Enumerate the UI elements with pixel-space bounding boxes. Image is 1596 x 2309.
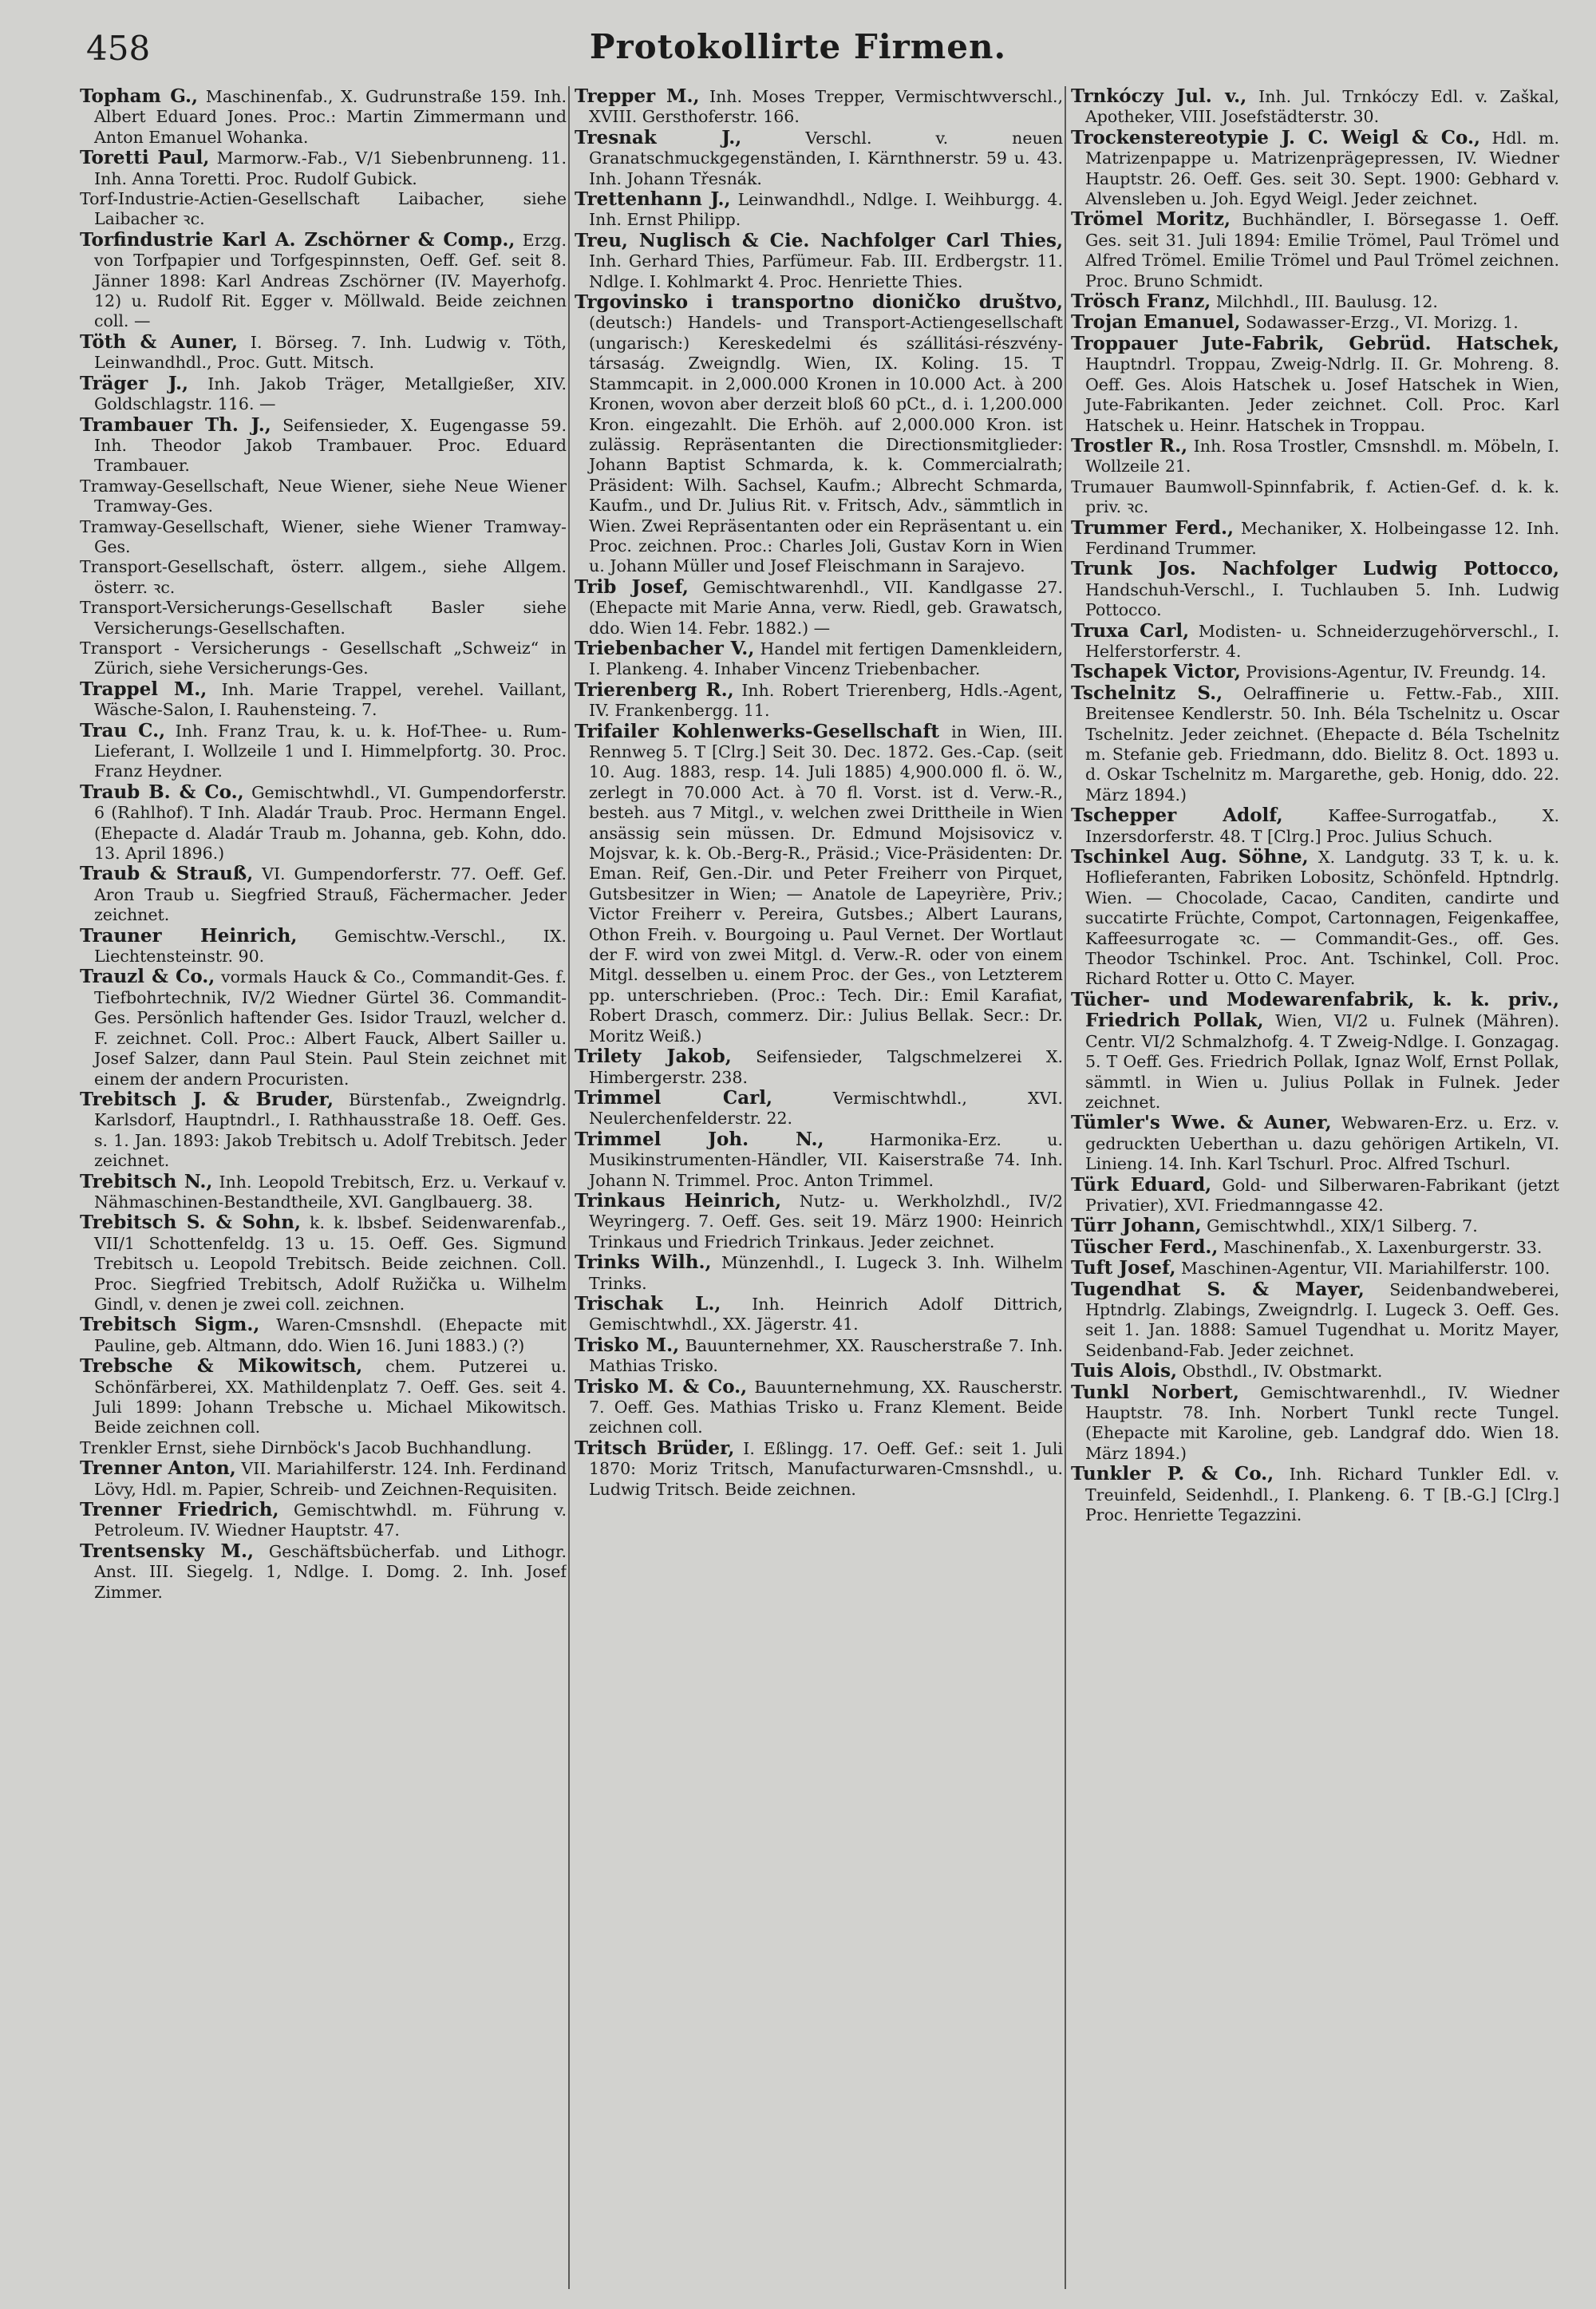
entry-text: Inh. Franz Trau, k. u. k. Hof-Thee- u. Rum-Lieferant, I. Wollzeile 1 und I. Himmelpfortg. 30. Proc. Franz Heydner. [94, 721, 567, 781]
entry-text: Harmonika-Erz. u. Musikinstrumenten-Händler, VII. Kaiserstraße 74. Inh. Johann N. Trimmel. Proc. Anton Trimmel. [589, 1129, 1063, 1190]
entry-text: Kaffee-Surrogatfab., X. Inzersdorferstr. 48. T [Clrg.] Proc. Julius Schuch. [1085, 806, 1559, 846]
entry-text: Bürstenfab., Zweigndrlg. Karlsdorf, Hauptndrl., I. Rathhausstraße 18. Oeff. Ges. s. 1. Jan. 1893: Jakob Trebitsch u. Adolf Trebitsch. Jeder zeichnet. [94, 1089, 567, 1171]
directory-entry [1071, 334, 1559, 436]
entry-text: Münzenhdl., I. Lugeck 3. Inh. Wilhelm Trinks. [589, 1253, 1063, 1293]
entry-text: Tramway-Gesellschaft, Wiener, siehe Wiener Tramway-Ges. [80, 516, 567, 556]
directory-entry [80, 557, 567, 598]
entry-text: Inh. Leopold Trebitsch, Erz. u. Verkauf v. Nähmaschinen-Bestandtheile, XVI. Ganglbauerg. 38. [94, 1172, 567, 1212]
entry-text: Sodawasser-Erzg., VI. Morizg. 1. [1245, 313, 1519, 333]
directory-entry [80, 189, 567, 230]
entry-text: VI. Gumpendorferstr. 77. Oeff. Gef. Aron Traub u. Siegfried Strauß, Fächermacher. Jeder zeichnet. [94, 864, 567, 925]
directory-entry [575, 86, 1063, 128]
directory-entry [575, 680, 1063, 722]
entry-text: Maschinen-Agentur, VII. Mariahilferstr. 100. [1180, 1259, 1551, 1279]
directory-entry [1071, 621, 1559, 662]
entry-text: Gemischtwarenhdl., IV. Wiedner Hauptstr. 78. Inh. Norbert Tunkl recte Tungel. (Ehepacte mit Karoline, geb. Landgraf ddo. Wien 18. März 1894.) [1085, 1382, 1559, 1463]
entry-text: Inh. Richard Tunkler Edl. v. Treuinfeld, Seidenhdl., I. Plankeng. 6. T [B.-G.] [Clrg.] Proc. Henriette Tegazzini. [1085, 1465, 1559, 1525]
entry-text: Provisions-Agentur, IV. Freundg. 14. [1246, 662, 1547, 682]
directory-entry [1071, 477, 1559, 518]
entry-text: Tramway-Gesellschaft, Neue Wiener, siehe Neue Wiener Tramway-Ges. [80, 476, 567, 516]
directory-entry [1071, 1258, 1559, 1279]
entry-text: Webwaren-Erz. u. Erz. v. gedruckten Ueberthan u. dazu gehörigen Artikeln, VI. Linieng. 14. Inh. Karl Tschurl. Proc. Alfred Tschurl. [1085, 1113, 1559, 1174]
directory-entry [575, 1088, 1063, 1129]
entry-text: chem. Putzerei u. Schönfärberei, XX. Mathildenplatz 7. Oeff. Ges. seit 4. Juli 1899: Johann Trebsche u. Michael Mikowitsch. Beide zeichnen coll. [94, 1357, 567, 1437]
firm-name: Topham G., [80, 86, 199, 107]
directory-entry [80, 230, 567, 332]
entry-text: Leinwandhdl., Ndlge. I. Weihburgg. 4. Inh. Ernst Philipp. [589, 190, 1063, 230]
firm-name: Trisko M., [575, 1334, 680, 1356]
directory-entry [575, 1335, 1063, 1377]
firm-name: Trilety Jakob, [575, 1046, 732, 1068]
directory-entry [1071, 1361, 1559, 1382]
entry-text: Oelraffinerie u. Fettw.-Fab., XIII. Breitensee Kendlerstr. 50. Inh. Béla Tschelnitz u. Oscar Tschelnitz. Jeder zeichnet. (Ehepacte d. Béla Tschelnitz m. Stefanie geb. Friedmann, ddo. Bielitz 8. Oct. 1893 u. d. Oskar Tschelnitz m. Margarethe, geb. Honig, ddo. 22. März 1894.) [1085, 683, 1559, 805]
firm-name: Tschelnitz S., [1071, 682, 1223, 704]
directory-entry [575, 1377, 1063, 1438]
firm-name: Trojan Emanuel, [1071, 311, 1241, 334]
directory-entry [80, 864, 567, 925]
entry-text: Trenkler Ernst, siehe Dirnböck's Jacob Buchhandlung. [80, 1437, 532, 1457]
entry-text: Obsthdl., IV. Obstmarkt. [1182, 1362, 1383, 1382]
firm-name: Trisko M. & Co., [575, 1375, 748, 1398]
directory-entry [80, 1458, 567, 1500]
entry-text: Maschinenfab., X. Laxenburgerstr. 33. [1223, 1237, 1543, 1257]
firm-name: Trgovinsko i transportno dioničko društvo, [575, 291, 1063, 314]
firm-name: Trenner Friedrich, [80, 1499, 279, 1521]
directory-entry [80, 1089, 567, 1172]
directory-entry [1071, 291, 1559, 312]
directory-entry [1071, 805, 1559, 847]
firm-name: Tschapek Victor, [1071, 661, 1241, 683]
column-divider [568, 86, 570, 2289]
directory-entry [1071, 1279, 1559, 1362]
directory-entry [80, 332, 567, 374]
page-header [0, 24, 1596, 72]
directory-entry [1071, 128, 1559, 210]
firm-name: Tüscher Ferd., [1071, 1236, 1219, 1258]
directory-entry [1071, 559, 1559, 620]
firm-name: Türk Eduard, [1071, 1173, 1212, 1196]
entry-text: Geschäftsbücherfab. und Lithogr. Anst. III. Siegelg. 1, Ndlge. I. Domg. 2. Inh. Josef Zimmer. [94, 1541, 567, 1602]
entry-text: Trumauer Baumwoll-Spinnfabrik, f. Actien-Gef. d. k. k. priv. ꝛc. [1071, 476, 1559, 517]
entry-text: Gemischtw.-Verschl., IX. Liechtensteinstr. 90. [94, 926, 567, 967]
firm-name: Tritsch Brüder, [575, 1437, 735, 1459]
firm-name: Tümler's Wwe. & Auner, [1071, 1112, 1332, 1134]
firm-name: Trentsensky M., [80, 1540, 254, 1562]
entry-text: Wien, VI/2 u. Fulnek (Mähren). Centr. VI/2 Schmalzhofg. 4. T Zweig-Ndlge. I. Gonzagag. 5. T Oeff. Ges. Friedrich Pollak, Ignaz Wolf, Ernst Pollak, sämmtl. in Wien u. Julius Pollak in Fulnek. Jeder zeichnet. [1085, 1011, 1559, 1112]
directory-entry [575, 231, 1063, 292]
firm-name: Trinks Wilh., [575, 1251, 712, 1274]
directory-entry [80, 1315, 567, 1356]
directory-entry [1071, 683, 1559, 805]
column-left [80, 86, 567, 2289]
firm-name: Tunkl Norbert, [1071, 1381, 1239, 1403]
firm-name: Trummer Ferd., [1071, 516, 1235, 539]
column-divider [1065, 86, 1066, 2289]
firm-name: Trunk Jos. Nachfolger Ludwig Pottocco, [1071, 558, 1559, 580]
entry-text: Inh. Marie Trappel, verehel. Vaillant, Wäsche-Salon, I. Rauhensteing. 7. [94, 679, 567, 720]
directory-entry [80, 782, 567, 864]
directory-entry [1071, 1216, 1559, 1236]
firm-name: Tuft Josef, [1071, 1257, 1176, 1279]
directory-entry [80, 476, 567, 517]
directory-entry [80, 1356, 567, 1438]
entry-text: Milchhdl., III. Baulusg. 12. [1215, 292, 1438, 312]
directory-entry [80, 1212, 567, 1315]
directory-entry [575, 1129, 1063, 1191]
directory-entry [575, 639, 1063, 680]
directory-entry [80, 148, 567, 189]
firm-name: Trösch Franz, [1071, 291, 1211, 313]
directory-entry [1071, 518, 1559, 559]
directory-entry [1071, 312, 1559, 333]
directory-entry [575, 1252, 1063, 1294]
firm-name: Tschinkel Aug. Söhne, [1071, 846, 1309, 868]
firm-name: Tuis Alois, [1071, 1360, 1178, 1382]
firm-name: Trierenberg R., [575, 678, 734, 701]
directory-entry [1071, 209, 1559, 291]
directory-entry [80, 1500, 567, 1541]
directory-entry [80, 1438, 567, 1458]
directory-entry [1071, 662, 1559, 682]
entry-text: VII. Mariahilferstr. 124. Inh. Ferdinand Lövy, Hdl. m. Papier, Schreib- und Zeichnen-Requisiten. [94, 1459, 567, 1499]
firm-name: Trambauer Th. J., [80, 413, 271, 436]
directory-entry [575, 1438, 1063, 1500]
directory-entry [1071, 1237, 1559, 1258]
entry-text: Gemischtwarenhdl., VII. Kandlgasse 27. (Ehepacte mit Marie Anna, verw. Riedl, geb. Grawatsch, ddo. Wien 14. Febr. 1882.) — [589, 577, 1063, 638]
directory-entry [575, 1294, 1063, 1335]
directory-entry [80, 721, 567, 782]
firm-name: Triebenbacher V., [575, 637, 755, 659]
firm-name: Träger J., [80, 372, 189, 394]
firm-name: Tresnak J., [575, 126, 742, 148]
directory-entry [1071, 1464, 1559, 1525]
directory-entry [80, 639, 567, 679]
directory-entry [80, 86, 567, 148]
entry-text: Bauunternehmung, XX. Rauscherstr. 7. Oeff. Ges. Mathias Trisko u. Franz Klement. Beide zeichnen coll. [589, 1377, 1063, 1437]
directory-entry [80, 598, 567, 639]
entry-text: Modisten- u. Schneiderzugehörverschl., I. Helferstorferstr. 4. [1085, 621, 1559, 661]
directory-entry [1071, 1175, 1559, 1216]
entry-text: X. Landgutg. 33 T, k. u. k. Hoflieferanten, Fabriken Lobositz, Schönfeld. Hptndrlg. Wien. — Chocolade, Cacao, Canditen, candirte und succatirte Früchte, Compot, Cartonnagen, Feigenkaffee, Kaffeesurrogate ꝛc. — Commandit-Ges., off. Ges. Theodor Tschinkel. Proc. Ant. Tschinkel, Coll. Proc. Richard Rotter u. Otto C. Mayer. [1085, 848, 1559, 989]
firm-name: Torfindustrie Karl A. Zschörner & Comp., [80, 228, 516, 251]
firm-name: Trebitsch Sigm., [80, 1314, 260, 1336]
entry-text: vormals Hauck & Co., Commandit-Ges. f. Tiefbohrtechnik, IV/2 Wiedner Gürtel 36. Commandit-Ges. Persönlich haftender Ges. Isidor Trauzl, welcher d. F. zeichnet. Coll. Proc.: Albert Fauck, Albert Sailler u. Josef Salzer, dann Paul Stein. Paul Stein zeichnet mit einem der andern Procuristen. [94, 967, 567, 1089]
firm-name: Trepper M., [575, 86, 700, 107]
firm-name: Trau C., [80, 719, 166, 741]
directory-entry [80, 517, 567, 558]
firm-name: Töth & Auner, [80, 330, 238, 353]
firm-name: Tschepper Adolf, [1071, 805, 1283, 827]
entry-text: Inh. Gerhard Thies, Parfümeur. Fab. III. Erdbergstr. 11. Ndlge. I. Kohlmarkt 4. Proc. Henriette Thies. [589, 251, 1063, 291]
firm-name: Trostler R., [1071, 434, 1188, 457]
firm-name: Toretti Paul, [80, 147, 210, 169]
firm-name: Trifailer Kohlenwerks-Gesellschaft [575, 720, 939, 742]
entry-text: Inh. Heinrich Adolf Dittrich, Gemischtwhdl., XX. Jägerstr. 41. [589, 1294, 1063, 1334]
entry-text: Gold- und Silberwaren-Fabrikant (jetzt Privatier), XVI. Friedmanngasse 42. [1085, 1175, 1559, 1215]
entry-text: Maschinenfab., X. Gudrunstraße 159. Inh. Albert Eduard Jones. Proc.: Martin Zimmermann und Anton Emanuel Wohanka. [94, 87, 567, 147]
entry-text: Erzg. von Torfpapier und Torfgespinnsten, Oeff. Gef. seit 8. Jänner 1898: Karl Andreas Zschörner (IV. Mayerhofg. 12) u. Rudolf Rit. Egger v. Möllwald. Beide zeichnen coll. — [94, 230, 567, 331]
entry-text: Seifensieder, X. Eugengasse 59. Inh. Theodor Jakob Trambauer. Proc. Eduard Trambauer. [94, 415, 567, 476]
entry-text: Buchhändler, I. Börsegasse 1. Oeff. Ges. seit 31. Juli 1894: Emilie Trömel, Paul Trömel und Alfred Trömel. Emilie Trömel und Paul Trömel zeichnen. Proc. Bruno Schmidt. [1085, 210, 1559, 291]
directory-entry [80, 374, 567, 415]
firm-name: Trockenstereotypie J. C. Weigl & Co., [1071, 126, 1480, 148]
entry-text: Gemischtwhdl. m. Führung v. Petroleum. IV. Wiedner Hauptstr. 47. [94, 1500, 567, 1540]
entry-text: Seifensieder, Talgschmelzerei X. Himbergerstr. 238. [589, 1047, 1063, 1087]
firm-name: Truxa Carl, [1071, 619, 1190, 642]
directory-entry [575, 128, 1063, 189]
firm-name: Trebitsch S. & Sohn, [80, 1212, 301, 1234]
firm-name: Tücher- und Modewarenfabrik, k. k. priv., Friedrich Pollak, [1071, 988, 1559, 1032]
page-title: Protokollirte Firmen. [589, 27, 1007, 66]
firm-name: Trappel M., [80, 678, 207, 700]
directory-entry [80, 1541, 567, 1603]
firm-name: Tunkler P. & Co., [1071, 1463, 1274, 1485]
entry-text: (deutsch:) Handels- und Transport-Actiengesellschaft (ungarisch:) Kereskedelmi és szállitási-részvény-társaság. Zweigndlg. Wien, IX. Koling. 15. T Stammcapit. in 2,000.000 Kronen in 10.000 Act. à 200 Kronen, wovon aber derzeit bloß 60 pCt., d. i. 1,200.000 Kron. eingezahlt. Die Erhöh. auf 2,000.000 Kron. ist zulässig. Repräsentanten die Directionsmitglieder: Johann Baptist Schmarda, k. k. Commercialrath; Präsident: Wilh. Sachsel, Kaufm.; Albrecht Schmarda, Kaufm., und Dr. Julius Rit. v. Fritsch, Adv., sämmtlich in Wien. Zwei Repräsentanten oder ein Repräsentant u. ein Proc. zeichnen. Proc.: Charles Joli, Gustav Korn in Wien u. Johann Müller und Josef Fleischmann in Sarajevo. [589, 313, 1063, 576]
firm-name: Trenner Anton, [80, 1457, 236, 1480]
entry-text: Mechaniker, X. Holbeingasse 12. Inh. Ferdinand Trummer. [1085, 518, 1559, 558]
directory-entry [1071, 1382, 1559, 1465]
directory-entry [575, 1046, 1063, 1088]
firm-name: Trauner Heinrich, [80, 924, 298, 947]
entry-text: Vermischtwhdl., XVI. Neulerchenfelderstr. 22. [589, 1088, 1063, 1129]
firm-name: Trib Josef, [575, 575, 689, 598]
directory-entry [1071, 86, 1559, 128]
directory-entry [575, 577, 1063, 639]
entry-text: Transport - Versicherungs - Gesellschaft „Schweiz“ in Zürich, siehe Versicherungs-Ges. [80, 638, 567, 678]
directory-entry [575, 1191, 1063, 1252]
entry-text: Inh. Moses Trepper, Vermischtwverschl., XVIII. Gersthoferstr. 166. [589, 87, 1063, 127]
firm-name: Türr Johann, [1071, 1215, 1202, 1237]
firm-name: Trebitsch J. & Bruder, [80, 1088, 334, 1110]
firm-name: Trettenhann J., [575, 188, 731, 211]
entry-text: Bauunternehmer, XX. Rauscherstraße 7. Inh. Mathias Trisko. [589, 1335, 1063, 1376]
column-middle [575, 86, 1063, 2289]
entry-text: Inh. Robert Trierenberg, Hdls.-Agent, IV. Frankenbergg. 11. [589, 680, 1063, 721]
entry-text: Gemischtwhdl., VI. Gumpendorferstr. 6 (Rahlhof). T Inh. Aladár Traub. Proc. Hermann Engel. (Ehepacte d. Aladár Traub m. Johanna, geb. Kohn, ddo. 13. April 1896.) [94, 782, 567, 864]
entry-text: Hdl. m. Matrizenpappe u. Matrizenprägepressen, IV. Wiedner Hauptstr. 26. Oeff. Ges. seit 30. Sept. 1900: Gebhard v. Alvensleben u. Joh. Egyd Weigl. Jeder zeichnet. [1085, 128, 1559, 209]
firm-name: Trinkaus Heinrich, [575, 1189, 782, 1212]
directory-entry [80, 926, 567, 967]
firm-name: Trebitsch N., [80, 1170, 213, 1192]
firm-name: Trömel Moritz, [1071, 208, 1231, 231]
directory-entry [80, 1172, 567, 1213]
directory-entry [1071, 436, 1559, 477]
directory-entry [575, 189, 1063, 231]
entry-text: Torf-Industrie-Actien-Gesellschaft Laibacher, siehe Laibacher ꝛc. [80, 189, 567, 229]
entry-text: I. Eßlingg. 17. Oeff. Gef.: seit 1. Juli 1870: Moriz Tritsch, Manufacturwaren-Cmsnshdl., u. Ludwig Tritsch. Beide zeichnen. [589, 1438, 1063, 1499]
entry-text: Transport-Gesellschaft, österr. allgem., siehe Allgem. österr. ꝛc. [80, 557, 567, 597]
entry-text: I. Börseg. 7. Inh. Ludwig v. Töth, Leinwandhdl., Proc. Gutt. Mitsch. [94, 332, 567, 373]
entry-text: Waren-Cmsnshdl. (Ehepacte mit Pauline, geb. Altmann, ddo. Wien 16. Juni 1883.) (?) [94, 1315, 567, 1355]
directory-entry [1071, 847, 1559, 990]
firm-name: Traub B. & Co., [80, 781, 244, 803]
directory-entry [1071, 1113, 1559, 1174]
firm-name: Traub & Strauß, [80, 863, 254, 885]
directory-entry [80, 415, 567, 476]
firm-name: Trnkóczy Jul. v., [1071, 86, 1247, 107]
entry-text: Verschl. v. neuen Granatschmuckgegenständen, I. Kärnthnerstr. 59 u. 43. Inh. Johann Třesnák. [589, 128, 1063, 188]
entry-text: Transport-Versicherungs-Gesellschaft Basler siehe Versicherungs-Gesellschaften. [80, 598, 567, 638]
entry-text: Hauptndrl. Troppau, Zweig-Ndrlg. II. Gr. Mohreng. 8. Oeff. Ges. Alois Hatschek u. Josef Hatschek in Wien, Jute-Fabrikanten. Jeder zeichnet. Coll. Proc. Karl Hatschek u. Heinr. Hatschek in Troppau. [1085, 354, 1559, 435]
directory-entry [80, 967, 567, 1089]
entry-text: Gemischtwhdl., XIX/1 Silberg. 7. [1207, 1216, 1478, 1236]
entry-text: Handschuh-Verschl., I. Tuchlauben 5. Inh. Ludwig Pottocco. [1085, 579, 1559, 620]
entry-text: Inh. Rosa Trostler, Cmsnshdl. m. Möbeln, I. Wollzeile 21. [1085, 436, 1559, 476]
entry-text: in Wien, III. Rennweg 5. T [Clrg.] Seit 30. Dec. 1872. Ges.-Cap. (seit 10. Aug. 1883, resp. 14. Juli 1885) 4,900.000 fl. ö. W., zerlegt in 70.000 Act. à 70 fl. Vorst. ist d. Verw.-R., besteh. aus 7 Mitgl., v. welchen zwei Drittheile in Wien ansässig sein müssen. Dr. Edmund Mojsisovicz v. Mojsvar, k. k. Ob.-Berg-R., Präsid.; Vice-Präsidenten: Dr. Eman. Reif, Gen.-Dir. und Peter Freiherr von Pirquet, Gutsbesitzer in Wien; — Anatole de Lapeyrière, Priv.; Victor Freiherr v. Pereira, Gutsbes.; Albert Laurans, Othon Freih. v. Bourgoing u. Paul Vernet. Der Wortlaut der F. wird von zwei Mitgl. d. Verw.-R. oder von einem Mitgl. desselben u. einem Proc. der Ges., von Letzterem pp. unterschrieben. (Proc.: Tech. Dir.: Emil Karafiat, Robert Drasch, commerz. Dir.: Julius Bellak. Secr.: Dr. Moritz Weiß.) [589, 722, 1063, 1046]
firm-name: Trimmel Carl, [575, 1086, 773, 1109]
entry-text: Nutz- u. Werkholzhdl., IV/2 Weyringerg. 7. Oeff. Ges. seit 19. März 1900: Heinrich Trinkaus und Friedrich Trinkaus. Jeder zeichnet. [589, 1191, 1063, 1251]
entry-text: Handel mit fertigen Damenkleidern, I. Plankeng. 4. Inhaber Vincenz Triebenbacher. [589, 639, 1063, 679]
firm-name: Trauzl & Co., [80, 966, 215, 988]
directory-entry [80, 679, 567, 721]
firm-name: Troppauer Jute-Fabrik, Gebrüd. Hatschek, [1071, 332, 1559, 354]
entry-text: k. k. lbsbef. Seidenwarenfab., VII/1 Schottenfeldg. 13 u. 15. Oeff. Ges. Sigmund Trebitsch u. Leopold Trebitsch. Beide zeichnen. Coll. Proc. Siegfried Trebitsch, Adolf Ružička u. Wilhelm Gindl, v. denen je zwei coll. zeichnen. [94, 1213, 567, 1314]
page-number: 458 [86, 29, 151, 68]
entry-text: Inh. Jul. Trnkóczy Edl. v. Zaškal, Apotheker, VIII. Josefstädterstr. 30. [1085, 87, 1559, 127]
firm-name: Treu, Nuglisch & Cie. Nachfolger Carl Thies, [575, 229, 1063, 251]
firm-name: Trischak L., [575, 1292, 721, 1315]
entry-text: Marmorw.-Fab., V/1 Siebenbrunneng. 11. Inh. Anna Toretti. Proc. Rudolf Gubick. [94, 148, 567, 188]
column-right [1071, 86, 1559, 2289]
directory-entry [575, 722, 1063, 1047]
entry-text: Inh. Jakob Träger, Metallgießer, XIV. Goldschlagstr. 116. — [94, 374, 567, 414]
directory-entry [575, 292, 1063, 577]
firm-name: Tugendhat S. & Mayer, [1071, 1278, 1365, 1300]
directory-entry [1071, 990, 1559, 1113]
firm-name: Trebsche & Mikowitsch, [80, 1355, 363, 1378]
firm-name: Trimmel Joh. N., [575, 1128, 824, 1150]
entry-text: Seidenbandweberei, Hptndrlg. Zlabings, Zweigndrlg. I. Lugeck 3. Oeff. Ges. seit 1. Jan. 1888: Samuel Tugendhat u. Moritz Mayer, Seidenband-Fab. Jeder zeichnet. [1085, 1279, 1559, 1360]
